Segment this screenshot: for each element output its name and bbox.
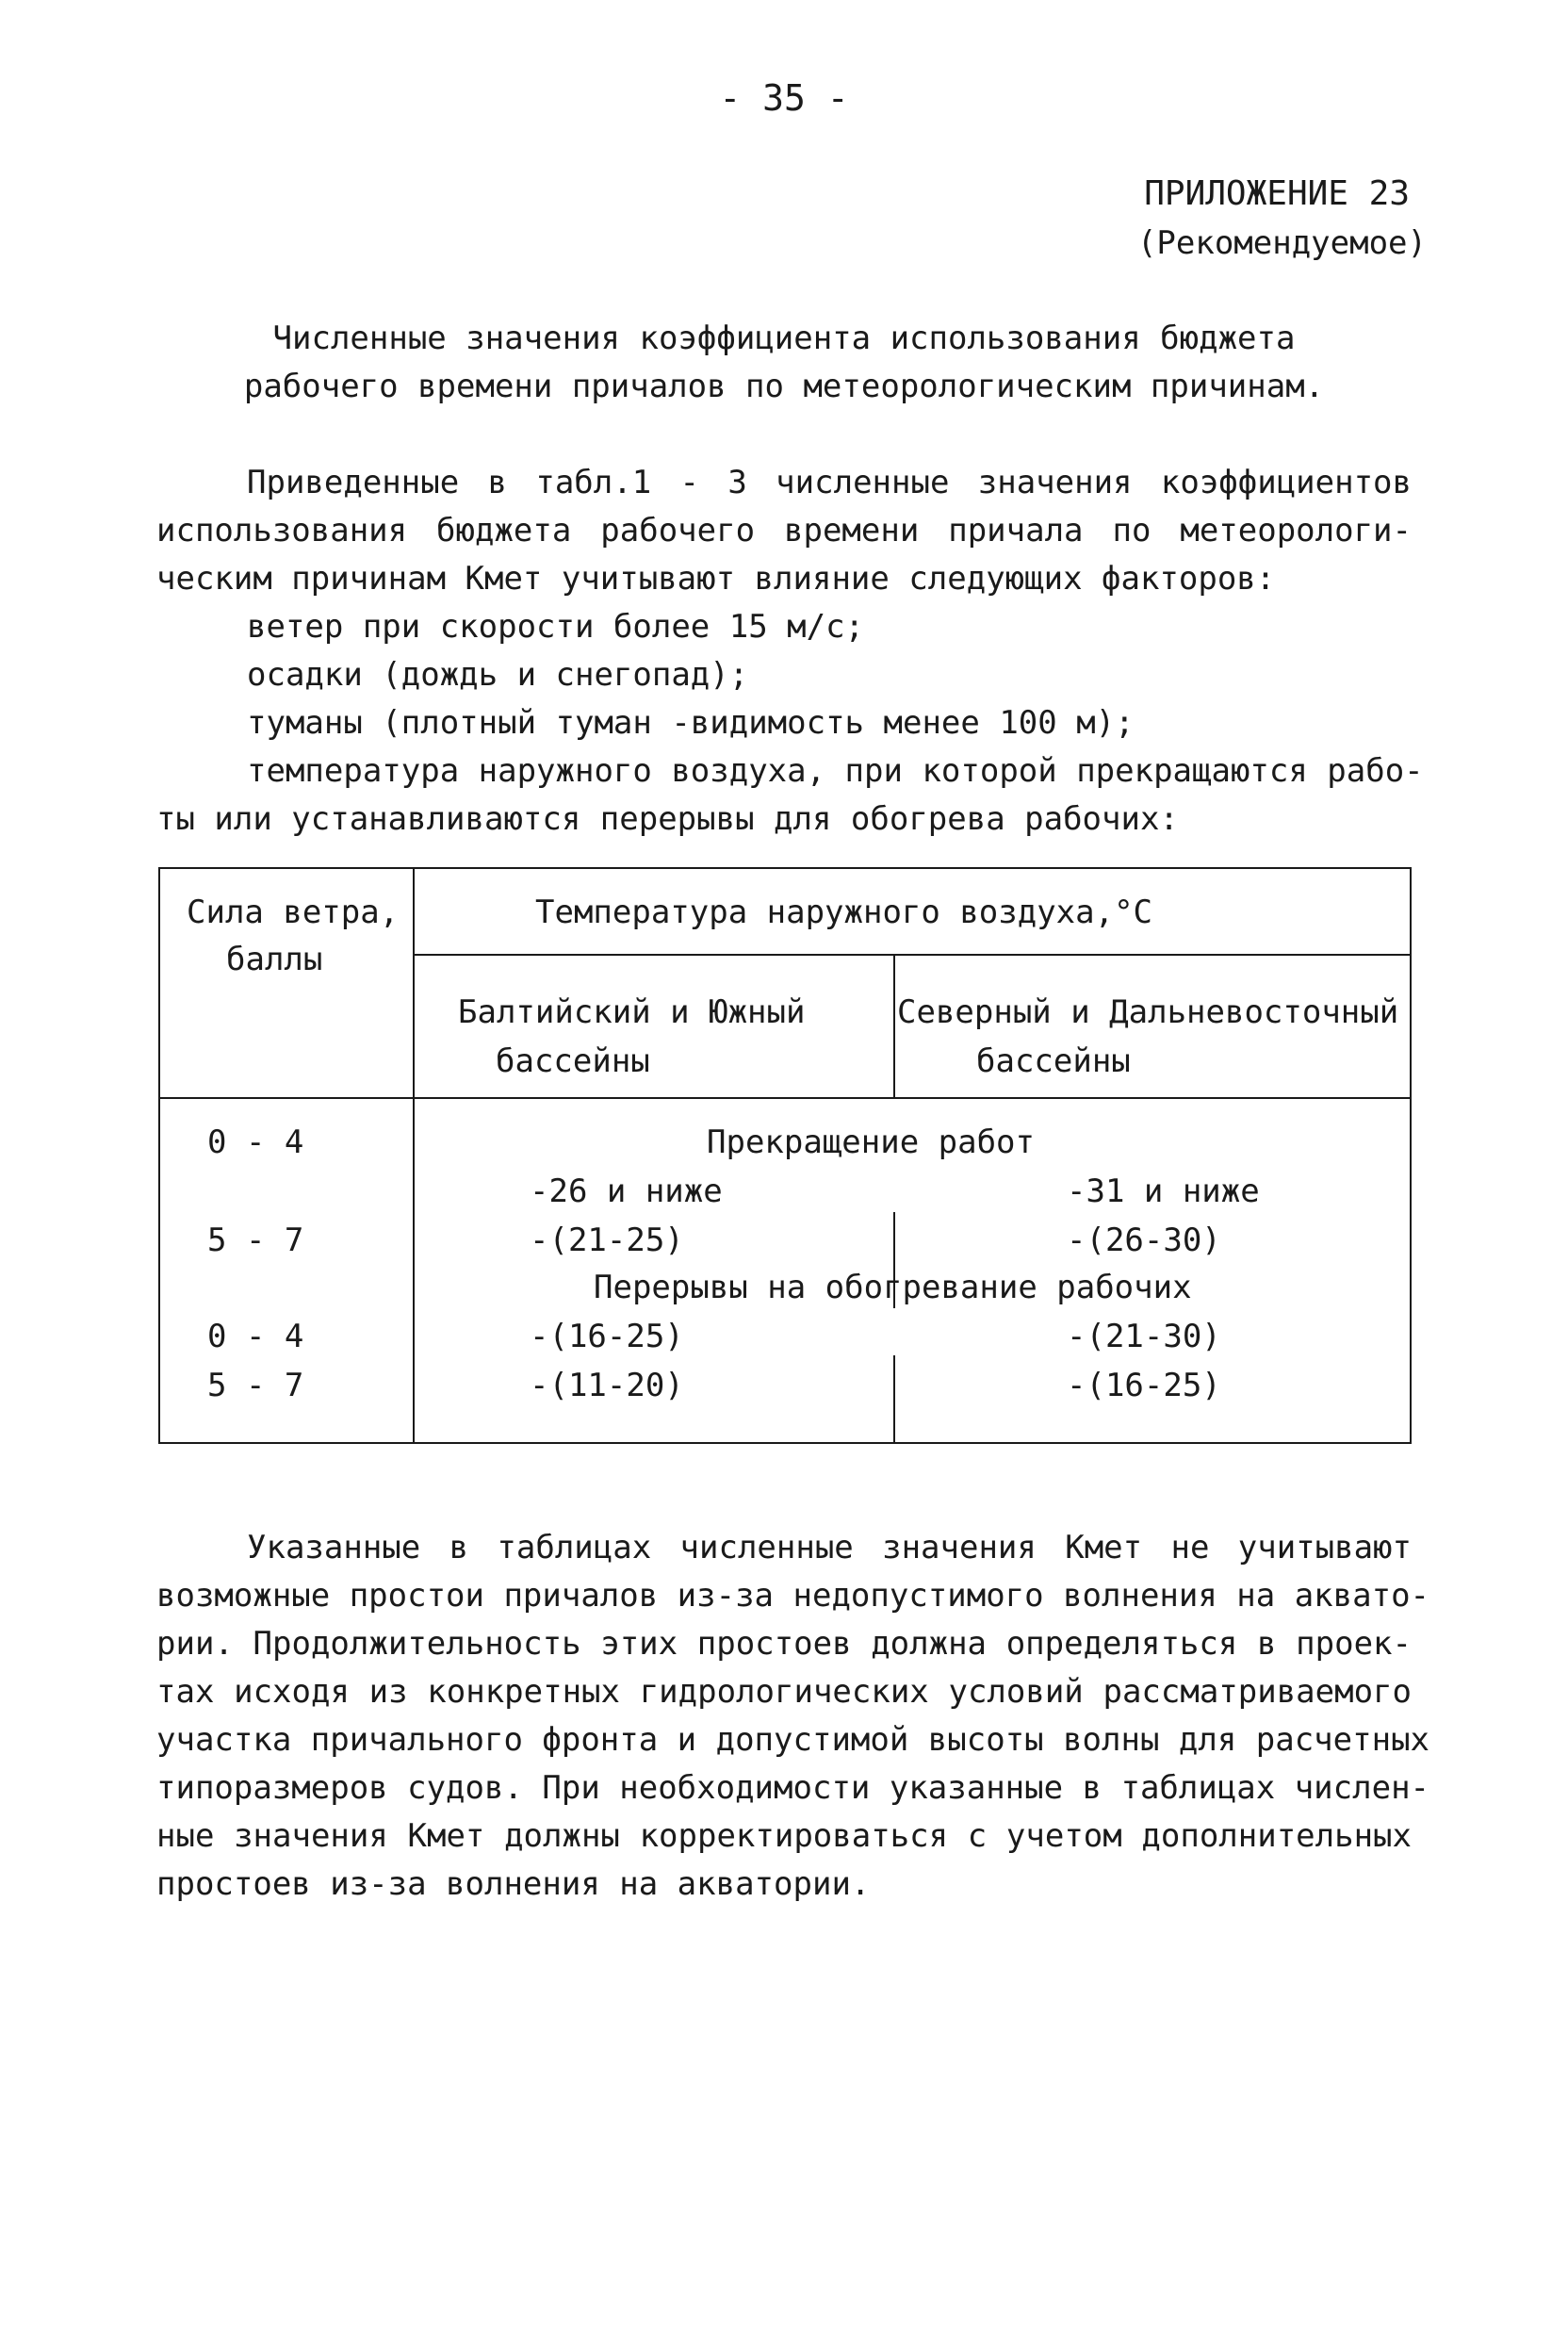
cell-baltic-break-5-7: -(11-20) bbox=[530, 1367, 684, 1404]
intro-line-3: ческим причинам Кмет учитывают влияние следующих факторов: bbox=[156, 560, 1276, 598]
factor-temperature-line-1: температура наружного воздуха, при которой прекращаются рабо- bbox=[247, 752, 1424, 790]
cell-baltic-break-0-4: -(16-25) bbox=[530, 1318, 684, 1355]
recommended-label: (Рекомендуемое) bbox=[1136, 224, 1427, 262]
table-wind-divider bbox=[413, 867, 415, 1444]
row-wind-5-7-break: 5 - 7 bbox=[207, 1367, 304, 1404]
closing-line-6: типоразмеров судов. При необходимости указанные в таблицах числен- bbox=[156, 1769, 1430, 1807]
closing-line-8: простоев из-за волнения на акватории. bbox=[156, 1865, 871, 1903]
closing-line-7: ные значения Кмет должны корректироваться с учетом дополнительных bbox=[156, 1817, 1412, 1855]
table-right-border bbox=[1410, 867, 1412, 1444]
title-line-1: Численные значения коэффициента использования бюджета bbox=[272, 320, 1296, 357]
cell-north-break-5-7: -(16-25) bbox=[1067, 1367, 1221, 1404]
intro-line-2: использования бюджета рабочего времени причала по метеорологи- bbox=[156, 512, 1412, 549]
table-bottom-border bbox=[158, 1442, 1412, 1444]
header-baltic-south: Балтийский и Южный bbox=[458, 993, 806, 1031]
temperature-table bbox=[158, 867, 1412, 1444]
closing-line-3: рии. Продолжительность этих простоев должна определяться в проек- bbox=[156, 1625, 1412, 1663]
header-air-temperature: Температура наружного воздуха,°С bbox=[535, 894, 1153, 931]
closing-line-2: возможные простои причалов из-за недопустимого волнения на аквато- bbox=[156, 1577, 1430, 1615]
row-wind-0-4-break: 0 - 4 bbox=[207, 1318, 304, 1355]
section-heating-breaks: Перерывы на обогревание рабочих bbox=[594, 1269, 1192, 1306]
header-baltic-south-basins: бассейны bbox=[496, 1042, 650, 1080]
header-wind-force: Сила ветра, bbox=[187, 894, 400, 931]
appendix-label: ПРИЛОЖЕНИЕ 23 bbox=[1144, 174, 1410, 213]
factor-wind: ветер при скорости более 15 м/с; bbox=[247, 608, 865, 646]
table-header-bottom-border bbox=[158, 1097, 1412, 1099]
closing-line-4: тах исходя из конкретных гидрологических условий рассматриваемого bbox=[156, 1673, 1412, 1711]
table-basin-divider-header bbox=[893, 954, 895, 1099]
table-left-border bbox=[158, 867, 160, 1444]
row-wind-5-7-stop: 5 - 7 bbox=[207, 1222, 304, 1259]
header-north-far-east: Северный и Дальневосточный bbox=[897, 993, 1399, 1031]
cell-north-stop-5-7: -(26-30) bbox=[1067, 1222, 1221, 1259]
cell-north-stop-0-4: -31 и ниже bbox=[1067, 1172, 1260, 1210]
row-wind-0-4-stop: 0 - 4 bbox=[207, 1123, 304, 1161]
factor-precipitation: осадки (дождь и снегопад); bbox=[247, 656, 749, 694]
closing-line-5: участка причального фронта и допустимой высоты волны для расчетных bbox=[156, 1721, 1430, 1759]
factor-temperature-line-2: ты или устанавливаются перерывы для обогрева рабочих: bbox=[156, 800, 1179, 838]
cell-north-break-0-4: -(21-30) bbox=[1067, 1318, 1221, 1355]
title-line-2: рабочего времени причалов по метеорологическим причинам. bbox=[243, 368, 1325, 405]
factor-fog: туманы (плотный туман -видимость менее 100 м); bbox=[247, 704, 1135, 742]
closing-line-1: Указанные в таблицах численные значения Кмет не учитывают bbox=[247, 1529, 1412, 1566]
header-north-far-east-basins: бассейны bbox=[976, 1042, 1131, 1080]
table-header-divider bbox=[413, 954, 1412, 956]
cell-baltic-stop-5-7: -(21-25) bbox=[530, 1222, 684, 1259]
page-number: - 35 - bbox=[719, 77, 849, 119]
table-top-border bbox=[158, 867, 1412, 869]
header-wind-units: баллы bbox=[226, 941, 323, 978]
table-basin-divider-break bbox=[893, 1355, 895, 1444]
cell-baltic-stop-0-4: -26 и ниже bbox=[530, 1172, 723, 1210]
section-work-stop: Прекращение работ bbox=[707, 1123, 1035, 1161]
intro-line-1: Приведенные в табл.1 - 3 численные значения коэффициентов bbox=[247, 464, 1412, 501]
